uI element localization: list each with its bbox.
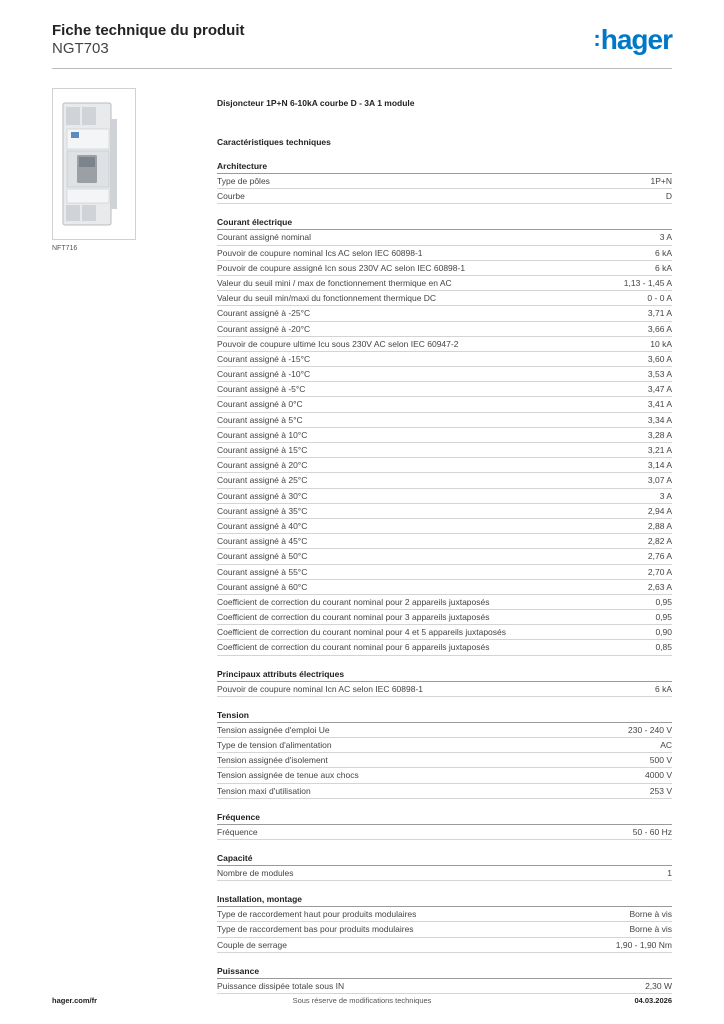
spec-label: Type de tension d'alimentation [217, 740, 332, 750]
spec-row [217, 367, 672, 382]
spec-value: 3,71 A [647, 308, 672, 319]
section-heading: Installation, montage [217, 892, 672, 907]
spec-row [217, 230, 672, 245]
spec-row [217, 565, 672, 580]
logo-dots-icon: : [593, 26, 600, 51]
product-reference: NGT703 [52, 40, 109, 57]
spec-value: 0,85 [655, 642, 672, 653]
spec-value: 6 kA [654, 262, 672, 273]
spec-row [217, 640, 672, 655]
spec-row [217, 337, 672, 352]
spec-row [217, 291, 672, 306]
spec-row [217, 549, 672, 564]
spec-value: 3,60 A [647, 353, 672, 364]
spec-value: 1,90 - 1,90 Nm [615, 939, 672, 950]
spec-value: 0,95 [655, 596, 672, 607]
spec-section [217, 810, 672, 840]
section-heading: Courant électrique [217, 215, 672, 230]
spec-row [217, 352, 672, 367]
spec-label: Tension assignée d'isolement [217, 755, 328, 766]
spec-value: D [665, 191, 672, 202]
spec-value: 3 A [659, 232, 672, 243]
spec-value: 50 - 60 Hz [632, 826, 672, 837]
spec-value: 2,88 A [647, 520, 672, 531]
spec-row [217, 489, 672, 504]
logo-text: hager [600, 24, 672, 55]
spec-row [217, 519, 672, 534]
section-heading: Principaux attributs électriques [217, 667, 672, 682]
spec-label: Type de raccordement bas pour produits modulaires [217, 924, 414, 935]
spec-row [217, 473, 672, 488]
circuit-breaker-icon [53, 89, 135, 239]
spec-section [217, 964, 672, 994]
spec-label: Coefficient de correction du courant nominal pour 6 appareils juxtaposés [217, 642, 490, 653]
spec-row [217, 682, 672, 697]
section-heading: Tension [217, 708, 672, 723]
spec-label: Type de raccordement haut pour produits modulaires [217, 909, 417, 920]
spec-row [217, 907, 672, 922]
spec-label: Type de pôles [217, 176, 270, 186]
spec-row [217, 428, 672, 443]
spec-label: Courant assigné à 30°C [217, 490, 308, 501]
spec-value: 253 V [649, 785, 672, 796]
spec-label: Courant assigné à 10°C [217, 429, 308, 440]
spec-row [217, 504, 672, 519]
spec-label: Fréquence [217, 826, 258, 837]
spec-label: Tension assignée d'emploi Ue [217, 724, 330, 735]
spec-row [217, 397, 672, 412]
spec-value: 3,21 A [647, 445, 672, 455]
spec-value: 500 V [649, 755, 672, 766]
spec-label: Courant assigné à 5°C [217, 414, 303, 425]
spec-label: Pouvoir de coupure assigné Icn sous 230V AC selon IEC 60898-1 [217, 262, 466, 273]
spec-label: Coefficient de correction du courant nominal pour 2 appareils juxtaposés [217, 596, 490, 607]
spec-value: 3 A [659, 490, 672, 501]
spec-label: Courant assigné à -15°C [217, 353, 311, 364]
spec-row [217, 784, 672, 799]
spec-label: Courant assigné à 25°C [217, 475, 308, 486]
spec-sections [217, 159, 672, 994]
spec-value: 1P+N [650, 176, 672, 186]
spec-value: 2,76 A [647, 551, 672, 562]
spec-row [217, 246, 672, 261]
spec-value: 3,14 A [647, 460, 672, 471]
spec-label: Coefficient de correction du courant nominal pour 4 et 5 appareils juxtaposés [217, 627, 507, 638]
spec-label: Courant assigné à 20°C [217, 460, 308, 471]
spec-row [217, 306, 672, 321]
spec-value: 3,53 A [647, 369, 672, 380]
spec-row [217, 753, 672, 768]
spec-row [217, 979, 672, 994]
section-heading: Puissance [217, 964, 672, 979]
document-title: Fiche technique du produit [52, 22, 245, 39]
spec-value: 10 kA [650, 338, 672, 349]
section-heading: Architecture [217, 159, 672, 174]
spec-value: 230 - 240 V [628, 724, 672, 735]
spec-row [217, 738, 672, 753]
spec-value: Borne à vis [629, 924, 672, 935]
spec-section [217, 667, 672, 697]
spec-row [217, 768, 672, 783]
spec-value: 6 kA [654, 247, 672, 258]
spec-row [217, 723, 672, 738]
spec-row [217, 189, 672, 204]
spec-value: 2,82 A [647, 536, 672, 547]
spec-value: 6 kA [654, 683, 672, 694]
product-title: Disjoncteur 1P+N 6-10kA courbe D - 3A 1 module [217, 98, 415, 108]
spec-value: 0,95 [655, 612, 672, 623]
spec-label: Tension maxi d'utilisation [217, 785, 311, 796]
spec-label: Coefficient de correction du courant nominal pour 3 appareils juxtaposés [217, 612, 490, 623]
spec-label: Courant assigné nominal [217, 232, 312, 243]
spec-value: 3,34 A [647, 414, 672, 425]
spec-row [217, 625, 672, 640]
spec-row [217, 534, 672, 549]
spec-label: Valeur du seuil min/maxi du fonctionnement thermique DC [217, 293, 437, 304]
spec-row [217, 938, 672, 953]
spec-section [217, 708, 672, 799]
spec-value: 3,66 A [647, 323, 672, 334]
spec-value: 3,07 A [647, 475, 672, 486]
footer-website: hager.com/fr [52, 996, 98, 1005]
spec-row [217, 458, 672, 473]
spec-section [217, 851, 672, 881]
spec-label: Courant assigné à 60°C [217, 581, 308, 592]
spec-label: Courbe [217, 191, 245, 202]
spec-row [217, 413, 672, 428]
spec-label: Courant assigné à 15°C [217, 445, 308, 455]
spec-value: Borne à vis [629, 909, 672, 920]
footer-date: 04.03.2026 [634, 996, 672, 1005]
tech-heading: Caractéristiques techniques [217, 137, 331, 147]
section-heading: Fréquence [217, 810, 672, 825]
spec-label: Courant assigné à -20°C [217, 323, 311, 334]
spec-value: 2,70 A [647, 566, 672, 577]
spec-row [217, 595, 672, 610]
spec-label: Courant assigné à -5°C [217, 384, 306, 395]
spec-row [217, 610, 672, 625]
spec-section [217, 215, 672, 655]
spec-row [217, 866, 672, 881]
spec-label: Courant assigné à 40°C [217, 520, 308, 531]
spec-value: 3,28 A [647, 429, 672, 440]
spec-row [217, 443, 672, 458]
spec-value: 1 [667, 867, 672, 878]
spec-row [217, 922, 672, 937]
spec-row [217, 382, 672, 397]
product-photo [52, 88, 136, 240]
spec-value: 3,41 A [647, 399, 672, 410]
spec-label: Courant assigné à 0°C [217, 399, 303, 410]
spec-label: Couple de serrage [217, 939, 287, 950]
spec-label: Courant assigné à 50°C [217, 551, 308, 562]
spec-value: 0 - 0 A [647, 293, 672, 304]
spec-row [217, 174, 672, 189]
spec-row [217, 322, 672, 337]
spec-label: Courant assigné à 55°C [217, 566, 308, 577]
spec-value: 3,47 A [647, 384, 672, 395]
spec-row [217, 276, 672, 291]
page-header [52, 22, 672, 58]
spec-label: Tension assignée de tenue aux chocs [217, 770, 359, 781]
spec-label: Pouvoir de coupure nominal Ics AC selon IEC 60898-1 [217, 247, 423, 258]
footer-notice: Sous réserve de modifications techniques [292, 996, 432, 1005]
spec-row [217, 261, 672, 276]
spec-label: Nombre de modules [217, 867, 294, 878]
spec-value: 2,30 W [645, 980, 672, 991]
spec-label: Pouvoir de coupure ultime Icu sous 230V AC selon IEC 60947-2 [217, 338, 459, 349]
spec-value: 2,94 A [647, 505, 672, 516]
spec-value: 1,13 - 1,45 A [623, 277, 672, 288]
photo-caption: NFT716 [52, 245, 78, 252]
spec-label: Puissance dissipée totale sous IN [217, 980, 345, 991]
spec-label: Pouvoir de coupure nominal Icn AC selon IEC 60898-1 [217, 683, 424, 694]
spec-section [217, 159, 672, 204]
header-divider [52, 68, 672, 69]
spec-value: 4000 V [645, 770, 672, 781]
hager-logo [593, 24, 672, 55]
specifications [217, 96, 672, 994]
spec-section [217, 892, 672, 953]
spec-value: AC [660, 740, 672, 750]
spec-value: 2,63 A [647, 581, 672, 592]
spec-value: 0,90 [655, 627, 672, 638]
spec-label: Courant assigné à -10°C [217, 369, 311, 380]
spec-row [217, 825, 672, 840]
spec-label: Courant assigné à 45°C [217, 536, 308, 547]
spec-label: Courant assigné à -25°C [217, 308, 311, 319]
spec-label: Courant assigné à 35°C [217, 505, 308, 516]
spec-row [217, 580, 672, 595]
spec-label: Valeur du seuil mini / max de fonctionnement thermique en AC [217, 277, 452, 288]
section-heading: Capacité [217, 851, 672, 866]
